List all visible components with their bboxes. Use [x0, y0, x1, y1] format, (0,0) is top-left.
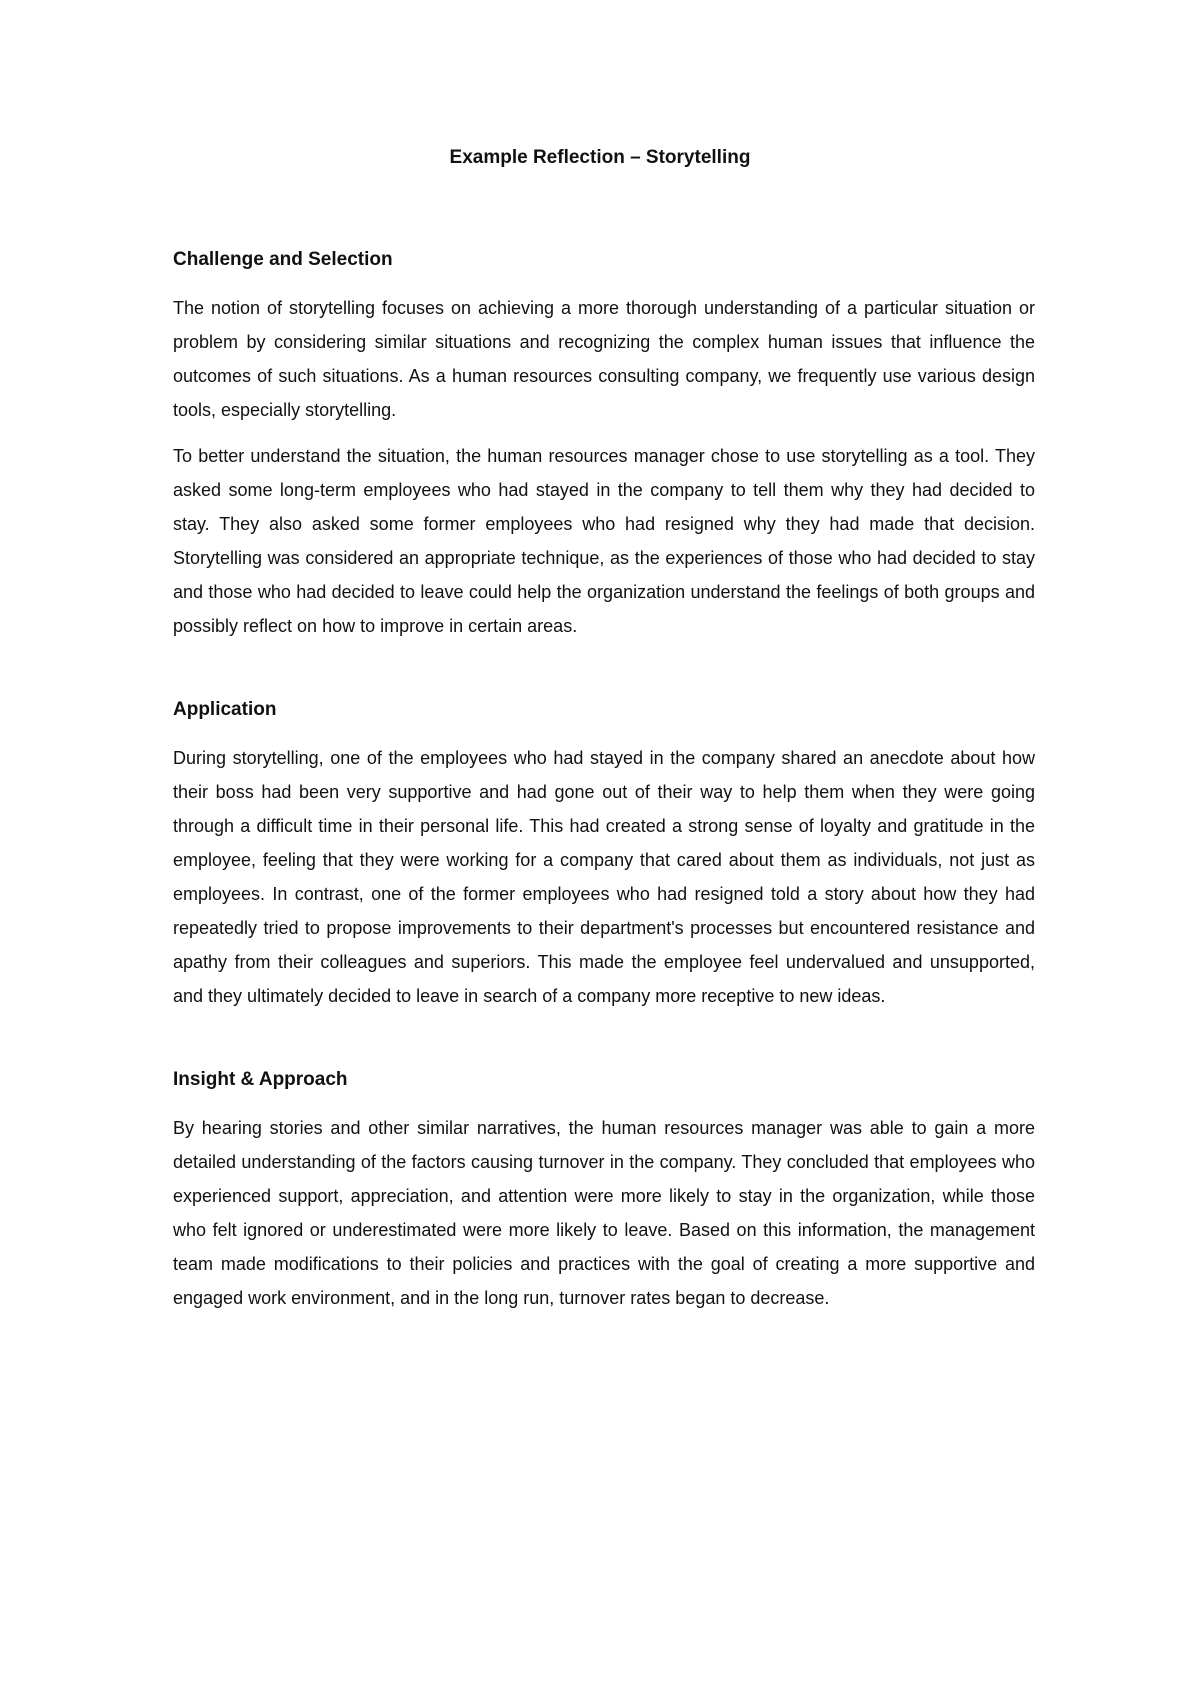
section-heading: Challenge and Selection: [173, 249, 393, 270]
section-heading: Application: [173, 699, 277, 720]
section-application: [173, 697, 1035, 1013]
paragraph: By hearing stories and other similar narratives, the human resources manager was able to gain a more detailed understanding of the factors causing turnover in the company. They concluded that employees who experienced support, appreciation, and attention were more likely to stay in the organization, while those who felt ignored or underestimated were more likely to leave. Based on this information, the management team made modifications to their policies and practices with the goal of creating a more supportive and engaged work environment, and in the long run, turnover rates began to decrease.: [173, 1118, 1035, 1308]
paragraph: The notion of storytelling focuses on achieving a more thorough understanding of a particular situation or problem by considering similar situations and recognizing the complex human issues that influence the outcomes of such situations. As a human resources consulting company, we frequently use various design tools, especially storytelling.: [173, 298, 1035, 420]
document-title: Example Reflection – Storytelling: [449, 147, 751, 168]
document-body: [173, 247, 1035, 1315]
section-challenge-and-selection: [173, 247, 1035, 643]
paragraph: During storytelling, one of the employees who had stayed in the company shared an anecdote about how their boss had been very supportive and had gone out of their way to help them when they were going through a difficult time in their personal life. This had created a strong sense of loyalty and gratitude in the employee, feeling that they were working for a company that cared about them as individuals, not just as employees. In contrast, one of the former employees who had resigned told a story about how they had repeatedly tried to propose improvements to their department's processes but encountered resistance and apathy from their colleagues and superiors. This made the employee feel undervalued and unsupported, and they ultimately decided to leave in search of a company more receptive to new ideas.: [173, 748, 1035, 1006]
section-heading: Insight & Approach: [173, 1069, 348, 1090]
paragraph: To better understand the situation, the human resources manager chose to use storytelling as a tool. They asked some long-term employees who had stayed in the company to tell them why they had decided to stay. They also asked some former employees who had resigned why they had made that decision. Storytelling was considered an appropriate technique, as the experiences of those who had decided to stay and those who had decided to leave could help the organization understand the feelings of both groups and possibly reflect on how to improve in certain areas.: [173, 446, 1035, 636]
section-insight-and-approach: [173, 1067, 1035, 1315]
